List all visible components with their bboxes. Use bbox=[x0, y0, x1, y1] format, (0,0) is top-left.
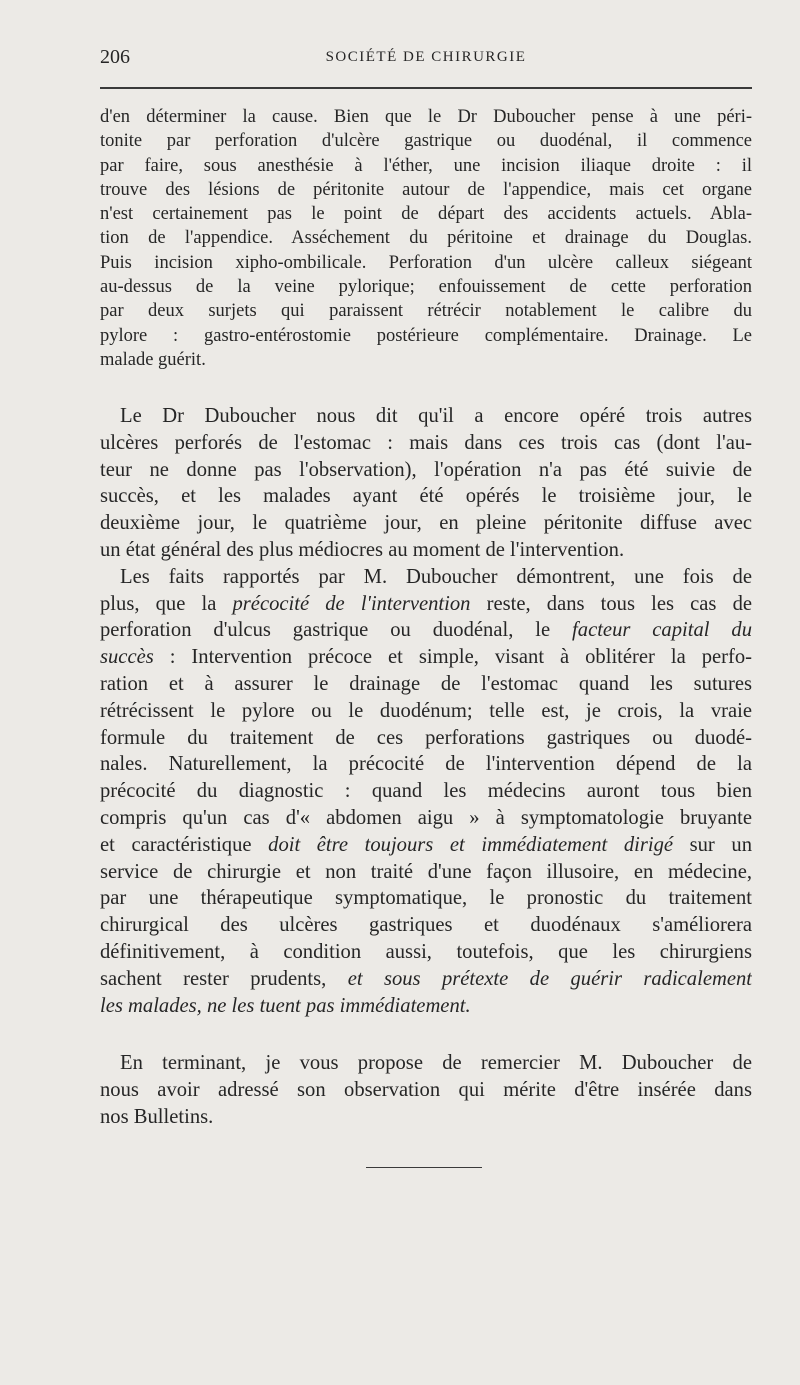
text-line: Le Dr Duboucher nous dit qu'il a encore opéré trois autres bbox=[120, 405, 752, 427]
text-run: : Intervention précoce et simple, visant à oblitérer la perfo- bbox=[153, 646, 752, 669]
text-line: tonite par perforation d'ulcère gastrique ou duodénal, il commence bbox=[100, 131, 752, 152]
text-run: sur un bbox=[673, 833, 752, 856]
text-line: Les faits rapportés par M. Duboucher démontrent, une fois de bbox=[120, 565, 752, 588]
text-run: perforation d'ulcus gastrique ou duodénal, le bbox=[100, 619, 573, 642]
text-run: et caractéristique bbox=[100, 833, 269, 856]
text-line bbox=[100, 591, 752, 618]
text-line bbox=[100, 617, 752, 644]
text-line: par une thérapeutique symptomatique, le pronostic du traitement bbox=[100, 887, 752, 910]
text-line: En terminant, je vous propose de remercier M. Duboucher de bbox=[120, 1052, 752, 1074]
text-line: définitivement, à condition aussi, toutefois, que les chirurgiens bbox=[100, 940, 752, 963]
text-run: sachent rester prudents, bbox=[100, 967, 348, 990]
text-line: formule du traitement de ces perforations gastriques ou duodé- bbox=[100, 726, 752, 749]
text-line: d'en déterminer la cause. Bien que le Dr Duboucher pense à une péri- bbox=[100, 107, 752, 127]
page-number: 206 bbox=[100, 46, 130, 68]
running-head: SOCIÉTÉ DE CHIRURGIE bbox=[325, 49, 527, 65]
text-line: service de chirurgie et non traité d'une façon illusoire, en médecine, bbox=[100, 860, 752, 883]
text-line: au-dessus de la veine pylorique; enfouissement de cette perforation bbox=[100, 277, 752, 298]
paragraph-case-report bbox=[100, 105, 752, 372]
italic-run: précocité de l'intervention bbox=[232, 592, 471, 615]
text-line: Puis incision xipho-ombilicale. Perforation d'un ulcère calleux siégeant bbox=[100, 252, 752, 273]
text-line: un état général des plus médiocres au moment de l'intervention. bbox=[100, 538, 625, 561]
italic-run: facteur capital du bbox=[572, 619, 752, 642]
text-line: nos Bulletins. bbox=[100, 1105, 214, 1128]
text-line: nales. Naturellement, la précocité de l'intervention dépend de la bbox=[100, 753, 752, 776]
text-line: nous avoir adressé son observation qui mérite d'être insérée dans bbox=[100, 1078, 752, 1101]
text-line bbox=[100, 644, 752, 671]
text-line: compris qu'un cas d'« abdomen aigu » à symptomatologie bruyante bbox=[100, 806, 752, 829]
text-line: succès, et les malades ayant été opérés le troisième jour, le bbox=[100, 485, 752, 508]
text-line bbox=[100, 993, 752, 1020]
paragraph-conclusion bbox=[100, 1050, 752, 1130]
italic-run: doit être toujours et immédiatement dirigé bbox=[268, 833, 674, 856]
italic-run: succès bbox=[100, 646, 154, 669]
text-line: pylore : gastro-entérostomie postérieure complémentaire. Drainage. Le bbox=[100, 325, 752, 346]
text-line bbox=[100, 966, 752, 993]
text-line: par deux surjets qui paraissent rétrécir notablement le calibre du bbox=[100, 301, 752, 322]
page-header bbox=[100, 46, 752, 72]
text-line: précocité du diagnostic : quand les médecins auront tous bien bbox=[100, 780, 752, 803]
text-line: malade guérit. bbox=[100, 349, 206, 370]
text-line: ration et à assurer le drainage de l'estomac quand les sutures bbox=[100, 672, 752, 695]
italic-run: et sous prétexte de guérir radicalement bbox=[347, 967, 752, 990]
text-line: tion de l'appendice. Asséchement du péritoine et drainage du Douglas. bbox=[100, 228, 752, 249]
text-line: ulcères perforés de l'estomac : mais dans ces trois cas (dont l'au- bbox=[100, 431, 752, 454]
text-run: plus, que la bbox=[100, 592, 233, 615]
text-line: n'est certainement pas le point de départ des accidents actuels. Abla- bbox=[100, 204, 752, 225]
text-line bbox=[100, 832, 752, 859]
paragraph-commentary bbox=[100, 403, 752, 1019]
italic-run: les malades, ne les tuent pas immédiatement. bbox=[100, 994, 471, 1017]
header-rule bbox=[100, 87, 752, 89]
text-run: reste, dans tous les cas de bbox=[470, 592, 752, 615]
text-line: deuxième jour, le quatrième jour, en pleine péritonite diffuse avec bbox=[100, 512, 752, 535]
text-line: chirurgical des ulcères gastriques et duodénaux s'améliorera bbox=[100, 914, 752, 937]
text-line: rétrécissent le pylore ou le duodénum; telle est, je crois, la vraie bbox=[100, 699, 752, 722]
text-line: trouve des lésions de péritonite autour de l'appendice, mais cet organe bbox=[100, 179, 752, 200]
text-line: teur ne donne pas l'observation), l'opération n'a pas été suivie de bbox=[100, 458, 752, 481]
text-line: par faire, sous anesthésie à l'éther, une incision iliaque droite : il bbox=[100, 155, 752, 176]
end-rule bbox=[366, 1167, 482, 1168]
